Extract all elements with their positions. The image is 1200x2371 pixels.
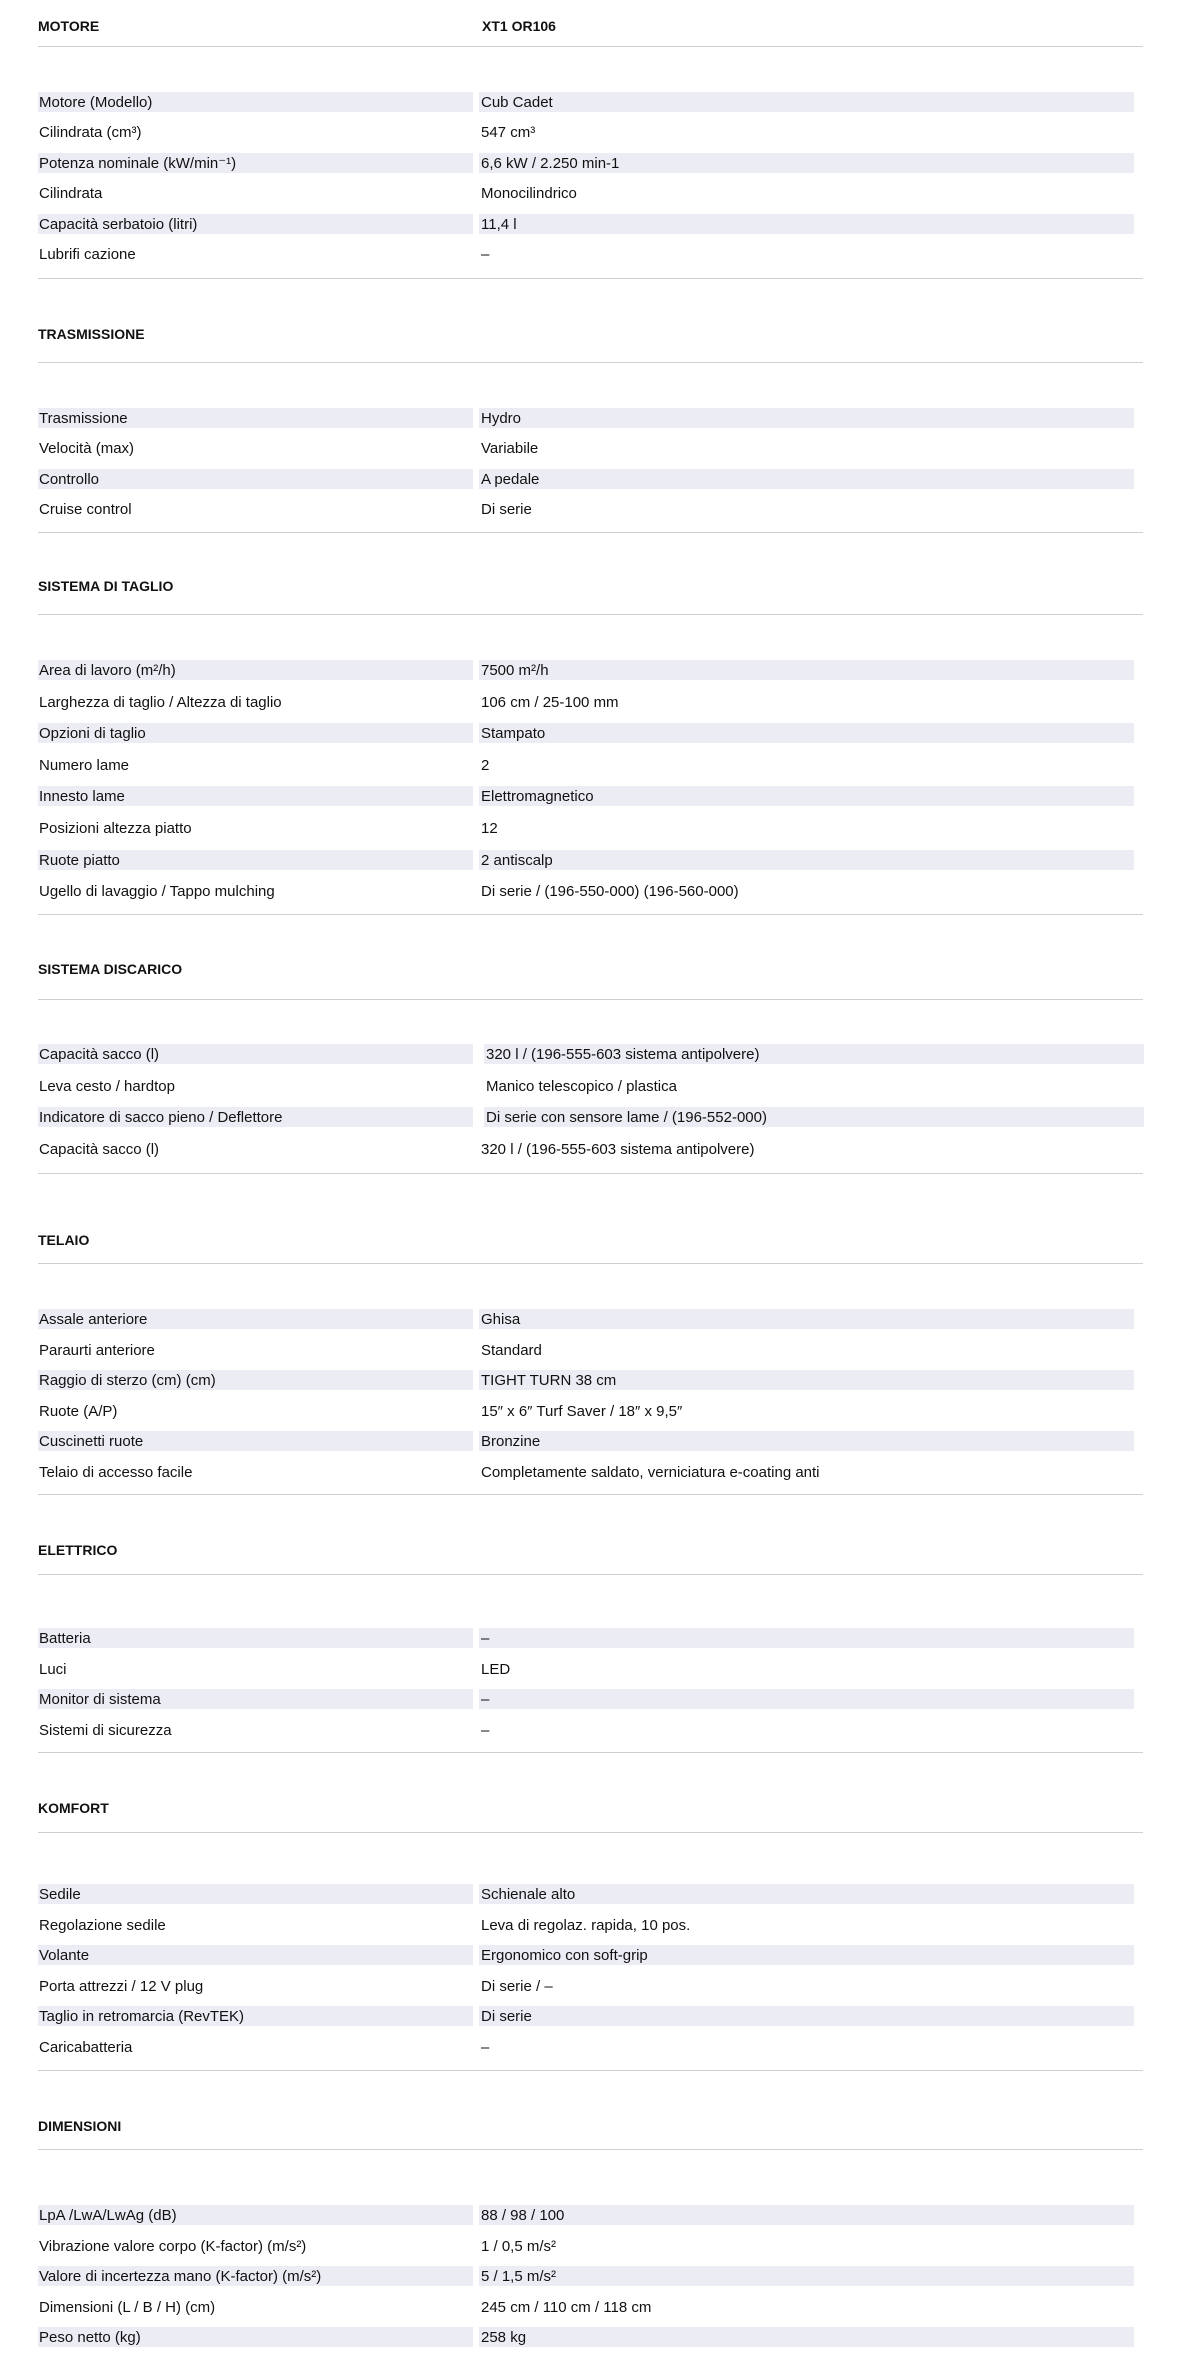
spec-value: Cub Cadet	[479, 92, 1134, 112]
spec-value: –	[481, 246, 490, 263]
section-title: SISTEMA DISCARICO	[38, 961, 183, 977]
spec-label: Cruise control	[39, 501, 132, 518]
spec-row	[38, 469, 1133, 490]
section-title-sistema-di-taglio	[38, 578, 1143, 594]
spec-row	[38, 2266, 1133, 2287]
section-end-divider	[38, 914, 1143, 915]
spec-label: Peso netto (kg)	[38, 2327, 473, 2347]
spec-label: Numero lame	[39, 757, 130, 774]
section-end-divider	[38, 1173, 1143, 1174]
spec-row	[38, 438, 1133, 459]
section-end-divider	[38, 278, 1143, 279]
spec-label: Capacità sacco (l)	[39, 1141, 160, 1158]
spec-row	[38, 786, 1133, 807]
spec-label: Porta attrezzi / 12 V plug	[39, 1978, 204, 1995]
spec-label: Batteria	[38, 1628, 473, 1648]
section-title: KOMFORT	[38, 1800, 109, 1816]
spec-row	[38, 1139, 1133, 1160]
spec-value: Completamente saldato, verniciatura e-coating anti	[481, 1464, 820, 1481]
spec-value: 106 cm / 25-100 mm	[481, 694, 619, 711]
section-title: TRASMISSIONE	[38, 326, 145, 342]
spec-row	[38, 1044, 1143, 1065]
spec-value: Elettromagnetico	[479, 786, 1134, 806]
spec-value: –	[479, 1689, 1134, 1709]
spec-label: Ruote (A/P)	[39, 1403, 118, 1420]
spec-value: 320 l / (196-555-603 sistema antipolvere)	[484, 1044, 1144, 1064]
spec-row	[38, 850, 1133, 871]
spec-label: Lubrifi cazione	[39, 246, 136, 263]
spec-row	[38, 1370, 1133, 1391]
spec-value: Bronzine	[479, 1431, 1134, 1451]
spec-value: 7500 m²/h	[479, 660, 1134, 680]
spec-label: Posizioni altezza piatto	[39, 820, 192, 837]
spec-row	[38, 1431, 1133, 1452]
spec-value: Ergonomico con soft-grip	[479, 1945, 1134, 1965]
spec-label: Raggio di sterzo (cm) (cm)	[38, 1370, 473, 1390]
section-divider	[38, 614, 1143, 615]
spec-label: Telaio di accesso facile	[39, 1464, 193, 1481]
spec-label: Controllo	[38, 469, 473, 489]
spec-label: Assale anteriore	[38, 1309, 473, 1329]
spec-value: 6,6 kW / 2.250 min-1	[479, 153, 1134, 173]
spec-value: Di serie con sensore lame / (196-552-000)	[484, 1107, 1144, 1127]
spec-value: 547 cm³	[481, 124, 536, 141]
spec-row	[38, 692, 1133, 713]
spec-label: Area di lavoro (m²/h)	[38, 660, 473, 680]
spec-label: Innesto lame	[38, 786, 473, 806]
section-title-motore	[38, 18, 1143, 34]
spec-value: Schienale alto	[479, 1884, 1134, 1904]
spec-value: A pedale	[479, 469, 1134, 489]
section-end-divider	[38, 532, 1143, 533]
spec-row	[38, 818, 1133, 839]
spec-value: 245 cm / 110 cm / 118 cm	[481, 2299, 652, 2316]
section-title-elettrico	[38, 1542, 1143, 1558]
spec-row	[38, 755, 1133, 776]
spec-value: 1 / 0,5 m/s²	[481, 2238, 557, 2255]
spec-label: Luci	[39, 1661, 67, 1678]
section-title-komfort	[38, 1800, 1143, 1816]
section-title: ELETTRICO	[38, 1542, 118, 1558]
spec-value: Hydro	[479, 408, 1134, 428]
spec-row	[38, 1976, 1133, 1997]
spec-value: Manico telescopico / plastica	[486, 1078, 677, 1095]
spec-row	[38, 2236, 1133, 2257]
spec-row	[38, 1076, 1143, 1097]
spec-value: –	[479, 1628, 1134, 1648]
spec-row	[38, 92, 1133, 113]
section-divider	[38, 1574, 1143, 1575]
section-end-divider	[38, 1752, 1143, 1753]
spec-row	[38, 1884, 1133, 1905]
spec-label: Volante	[38, 1945, 473, 1965]
spec-row	[38, 1945, 1133, 1966]
spec-value: Leva di regolaz. rapida, 10 pos.	[481, 1917, 691, 1934]
spec-row	[38, 214, 1133, 235]
spec-row	[38, 881, 1133, 902]
spec-row	[38, 1689, 1133, 1710]
spec-label: Trasmissione	[38, 408, 473, 428]
spec-value: 88 / 98 / 100	[479, 2205, 1134, 2225]
spec-row	[38, 244, 1133, 265]
spec-label: Cilindrata	[39, 185, 103, 202]
spec-label: Leva cesto / hardtop	[39, 1078, 175, 1095]
spec-row	[38, 660, 1133, 681]
spec-label: Cuscinetti ruote	[38, 1431, 473, 1451]
section-divider	[38, 46, 1143, 47]
spec-label: LpA /LwA/LwAg (dB)	[38, 2205, 473, 2225]
spec-row	[38, 2327, 1133, 2348]
spec-label: Vibrazione valore corpo (K-factor) (m/s²)	[39, 2238, 307, 2255]
spec-label: Velocità (max)	[39, 440, 135, 457]
spec-value: –	[481, 1722, 490, 1739]
section-divider	[38, 362, 1143, 363]
spec-label: Potenza nominale (kW/min⁻¹)	[38, 153, 473, 173]
spec-label: Taglio in retromarcia (RevTEK)	[38, 2006, 473, 2026]
section-title: MOTORE	[38, 18, 100, 34]
section-title: TELAIO	[38, 1232, 90, 1248]
section-title-sistema-discarico	[38, 961, 1143, 977]
spec-row	[38, 1309, 1133, 1330]
spec-row	[38, 1720, 1133, 1741]
spec-label: Cilindrata (cm³)	[39, 124, 142, 141]
spec-label: Motore (Modello)	[38, 92, 473, 112]
spec-value: 2 antiscalp	[479, 850, 1134, 870]
spec-value: Monocilindrico	[481, 185, 577, 202]
spec-label: Capacità sacco (l)	[38, 1044, 473, 1064]
spec-value: Stampato	[479, 723, 1134, 743]
spec-row	[38, 1462, 1133, 1483]
spec-row	[38, 2037, 1133, 2058]
spec-value: Standard	[481, 1342, 542, 1359]
section-divider	[38, 2149, 1143, 2150]
spec-label: Indicatore di sacco pieno / Deflettore	[38, 1107, 473, 1127]
spec-row	[38, 183, 1133, 204]
spec-row	[38, 2006, 1133, 2027]
spec-label: Valore di incertezza mano (K-factor) (m/s²)	[38, 2266, 473, 2286]
spec-label: Ruote piatto	[38, 850, 473, 870]
spec-value: Di serie / –	[481, 1978, 553, 1995]
spec-value: 12	[481, 820, 498, 837]
spec-row	[38, 1340, 1133, 1361]
spec-row	[38, 408, 1133, 429]
spec-row	[38, 153, 1133, 174]
spec-value: –	[481, 2039, 490, 2056]
spec-label: Sistemi di sicurezza	[39, 1722, 172, 1739]
spec-row	[38, 1401, 1133, 1422]
spec-label: Ugello di lavaggio / Tappo mulching	[39, 883, 275, 900]
spec-value: 320 l / (196-555-603 sistema antipolvere)	[481, 1141, 755, 1158]
spec-value: Di serie / (196-550-000) (196-560-000)	[481, 883, 739, 900]
spec-row	[38, 122, 1133, 143]
spec-value: 258 kg	[479, 2327, 1134, 2347]
spec-row	[38, 1915, 1133, 1936]
section-title-telaio	[38, 1232, 1143, 1248]
spec-label: Monitor di sistema	[38, 1689, 473, 1709]
section-end-divider	[38, 2070, 1143, 2071]
spec-value: LED	[481, 1661, 511, 1678]
spec-label: Dimensioni (L / B / H) (cm)	[39, 2299, 216, 2316]
spec-label: Regolazione sedile	[39, 1917, 166, 1934]
section-title-dimensioni	[38, 2118, 1143, 2134]
spec-value: Ghisa	[479, 1309, 1134, 1329]
spec-row	[38, 2297, 1133, 2318]
spec-label: Capacità serbatoio (litri)	[38, 214, 473, 234]
section-divider	[38, 1832, 1143, 1833]
section-divider	[38, 999, 1143, 1000]
spec-label: Sedile	[38, 1884, 473, 1904]
model-header: XT1 OR106	[482, 18, 556, 34]
spec-label: Opzioni di taglio	[38, 723, 473, 743]
spec-row	[38, 1107, 1143, 1128]
section-title: SISTEMA DI TAGLIO	[38, 578, 174, 594]
spec-value: Di serie	[481, 501, 532, 518]
section-title: DIMENSIONI	[38, 2118, 122, 2134]
spec-value: 5 / 1,5 m/s²	[479, 2266, 1134, 2286]
spec-row	[38, 2205, 1133, 2226]
spec-value: 15″ x 6″ Turf Saver / 18″ x 9,5″	[481, 1403, 683, 1420]
spec-value: Di serie	[479, 2006, 1134, 2026]
section-divider	[38, 1263, 1143, 1264]
spec-value: 11,4 l	[479, 214, 1134, 234]
spec-row	[38, 1659, 1133, 1680]
spec-label: Paraurti anteriore	[39, 1342, 155, 1359]
spec-label: Larghezza di taglio / Altezza di taglio	[39, 694, 282, 711]
spec-value: TIGHT TURN 38 cm	[479, 1370, 1134, 1390]
section-title-trasmissione	[38, 326, 1143, 342]
section-end-divider	[38, 1494, 1143, 1495]
spec-row	[38, 723, 1133, 744]
spec-value: 2	[481, 757, 490, 774]
spec-row	[38, 1628, 1133, 1649]
spec-label: Caricabatteria	[39, 2039, 133, 2056]
spec-row	[38, 499, 1133, 520]
spec-value: Variabile	[481, 440, 539, 457]
